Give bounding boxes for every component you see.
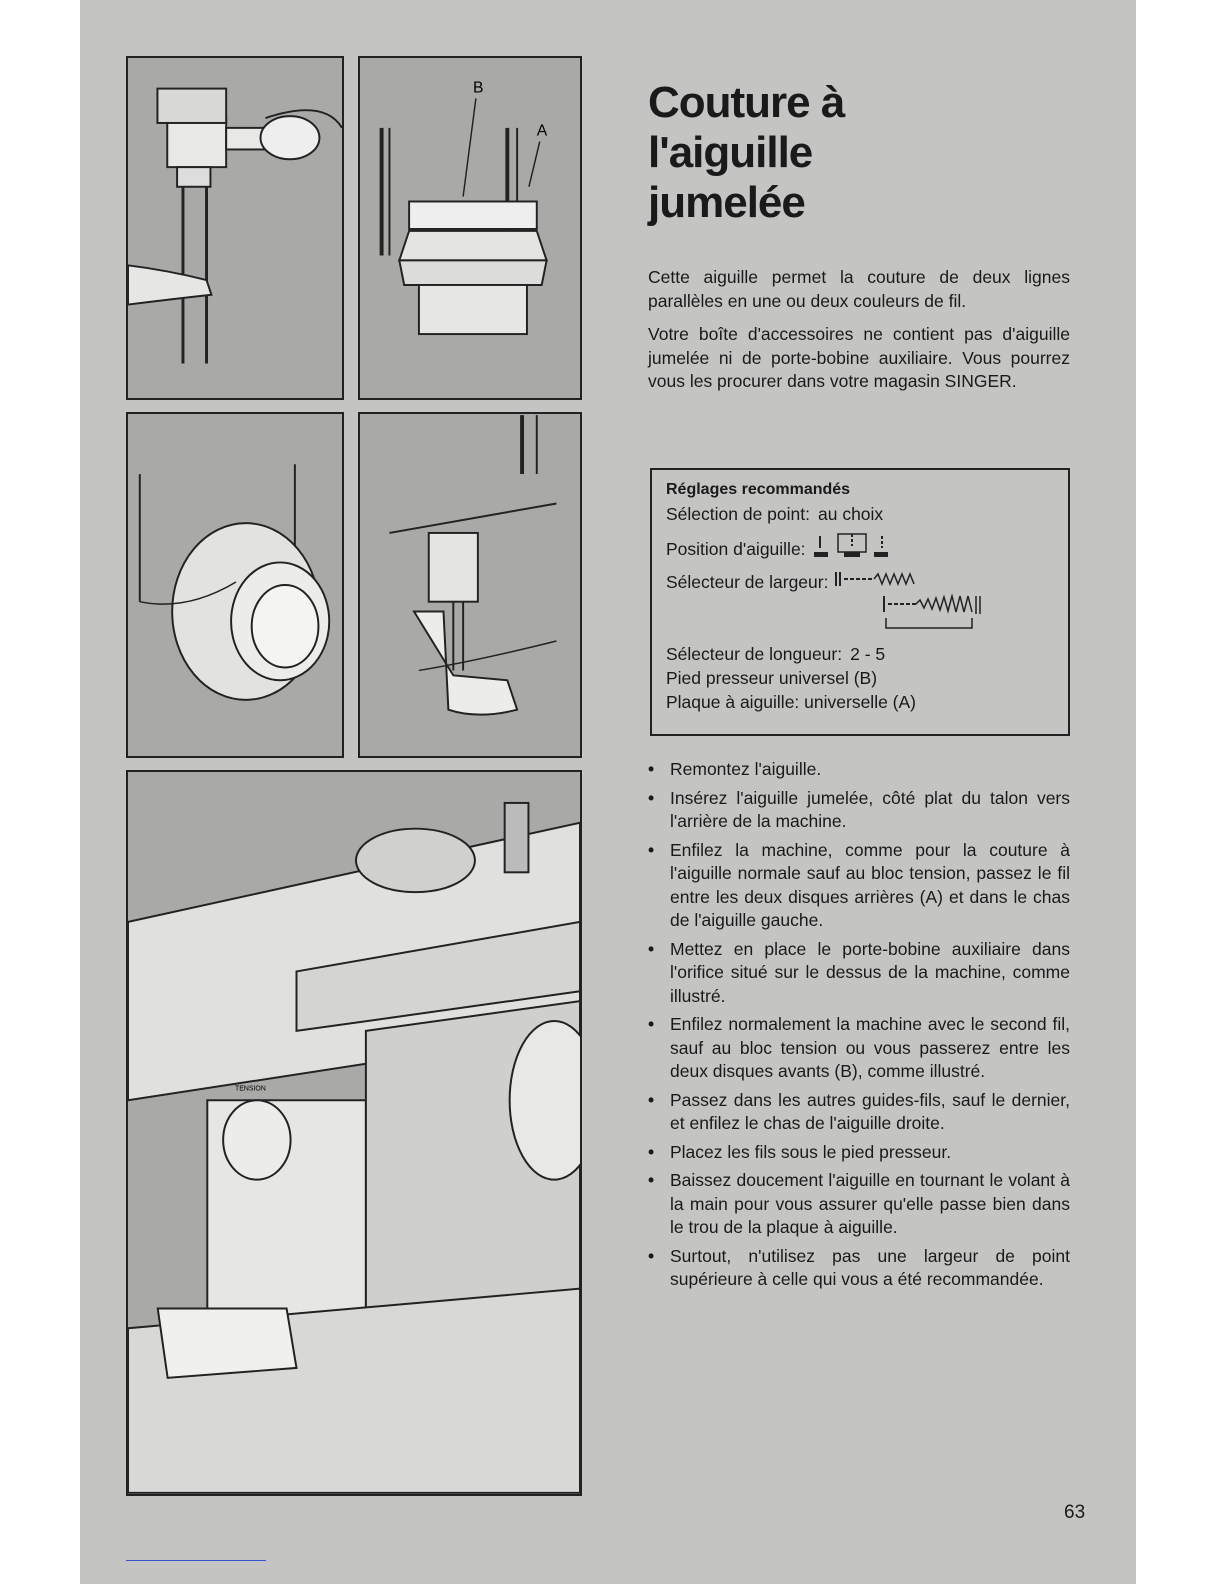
bullet-icon: • (648, 1170, 655, 1190)
bullet-icon: • (648, 1245, 655, 1266)
stitch-value: au choix (818, 504, 884, 524)
link-underline (126, 1560, 266, 1561)
width-row (666, 570, 1054, 594)
machine-threading-drawing (128, 772, 580, 1494)
list-item: • Enfilez normalement la machine avec le second fil, sauf au bloc tension ou vous passerez entre les deux disques avants (B), comme illustré. (648, 1014, 1070, 1081)
list-item: • Remontez l'aiguille. (646, 758, 1070, 782)
plate-row (666, 690, 1054, 714)
width-scale-row-2 (666, 594, 1054, 640)
settings-heading: Réglages recommandés (666, 481, 851, 498)
list-item: • Mettez en place le porte-bobine auxiliaire dans l'orifice situé sur le dessus de la machine, comme illustré. (648, 938, 1070, 1006)
illustration-needle-insert (126, 56, 344, 400)
page-title (648, 78, 968, 228)
width-scale-icon-2 (882, 594, 1008, 640)
title-line-2: l'aiguille (648, 128, 813, 177)
bullet-icon: • (648, 839, 655, 860)
bullet-icon: • (648, 1014, 655, 1034)
width-label: Sélecteur de largeur: (666, 572, 829, 592)
stitch-row (666, 502, 1054, 526)
tension-discs-drawing (360, 58, 580, 398)
bullet-icon: • (648, 1141, 655, 1162)
manual-page (80, 0, 1136, 1584)
steps-list (646, 758, 1070, 1297)
tension-dial-drawing (128, 414, 342, 756)
bullet-icon: • (648, 1089, 655, 1110)
bullet-icon: • (648, 938, 655, 959)
label-a: A (536, 122, 548, 140)
title-line-3: jumelée (648, 178, 805, 227)
list-item: • Surtout, n'utilisez pas une largeur de point supérieure à celle qui vous a été recommandée. (648, 1245, 1070, 1289)
length-row (666, 642, 1054, 666)
length-value: 2 - 5 (850, 644, 886, 664)
tension-label: TENSION (235, 1085, 266, 1093)
intro-paragraph-1: Cette aiguille permet la couture de deux lignes parallèles en une ou deux couleurs de fil. (648, 267, 1070, 311)
list-item: • Baissez doucement l'aiguille en tournant le volant à la main pour vous assurer qu'elle passe bien dans le trou de la plaque à aiguille. (648, 1170, 1070, 1237)
list-item: • Enfilez la machine, comme pour la couture à l'aiguille normale sauf au bloc tension, passez le fil entre les deux disques arrières (A) et dans le chas de l'aiguille gauche. (648, 839, 1070, 930)
needle-position-label: Position d'aiguille: (666, 539, 806, 559)
length-label: Sélecteur de longueur: (666, 644, 843, 664)
list-item: • Placez les fils sous le pied presseur. (646, 1141, 1070, 1165)
stitch-label: Sélection de point: (666, 504, 810, 524)
illustration-tension-discs (358, 56, 582, 400)
intro-text (648, 266, 1070, 404)
presser-foot-drawing (360, 414, 580, 756)
list-item: • Passez dans les autres guides-fils, sauf le dernier, et enfilez le chas de l'aiguille droite. (648, 1089, 1070, 1133)
foot-row (666, 666, 1054, 690)
page-number: 63 (1064, 1502, 1086, 1523)
illustration-machine-threading (126, 770, 582, 1496)
bullet-icon: • (648, 787, 655, 808)
intro-paragraph-2: Votre boîte d'accessoires ne contient pas d'aiguille jumelée ni de porte-bobine auxiliaire. Vous pourrez vous les procurer dans votre magasin SINGER. (648, 324, 1070, 391)
list-item: • Insérez l'aiguille jumelée, côté plat du talon vers l'arrière de la machine. (648, 787, 1070, 831)
illustration-tension-dial (126, 412, 344, 758)
title-line-1: Couture à (648, 78, 845, 127)
needle-insert-drawing (128, 58, 342, 398)
needle-position-icon (812, 532, 892, 566)
recommended-settings-box (650, 468, 1070, 736)
needle-plate-setting: Plaque à aiguille: universelle (A) (666, 692, 916, 712)
illustration-presser-foot (358, 412, 582, 758)
bullet-icon: • (648, 759, 655, 779)
needle-position-row (666, 532, 1054, 566)
label-b: B (472, 79, 484, 97)
width-scale-icon (834, 570, 924, 594)
presser-foot-setting: Pied presseur universel (B) (666, 668, 878, 688)
